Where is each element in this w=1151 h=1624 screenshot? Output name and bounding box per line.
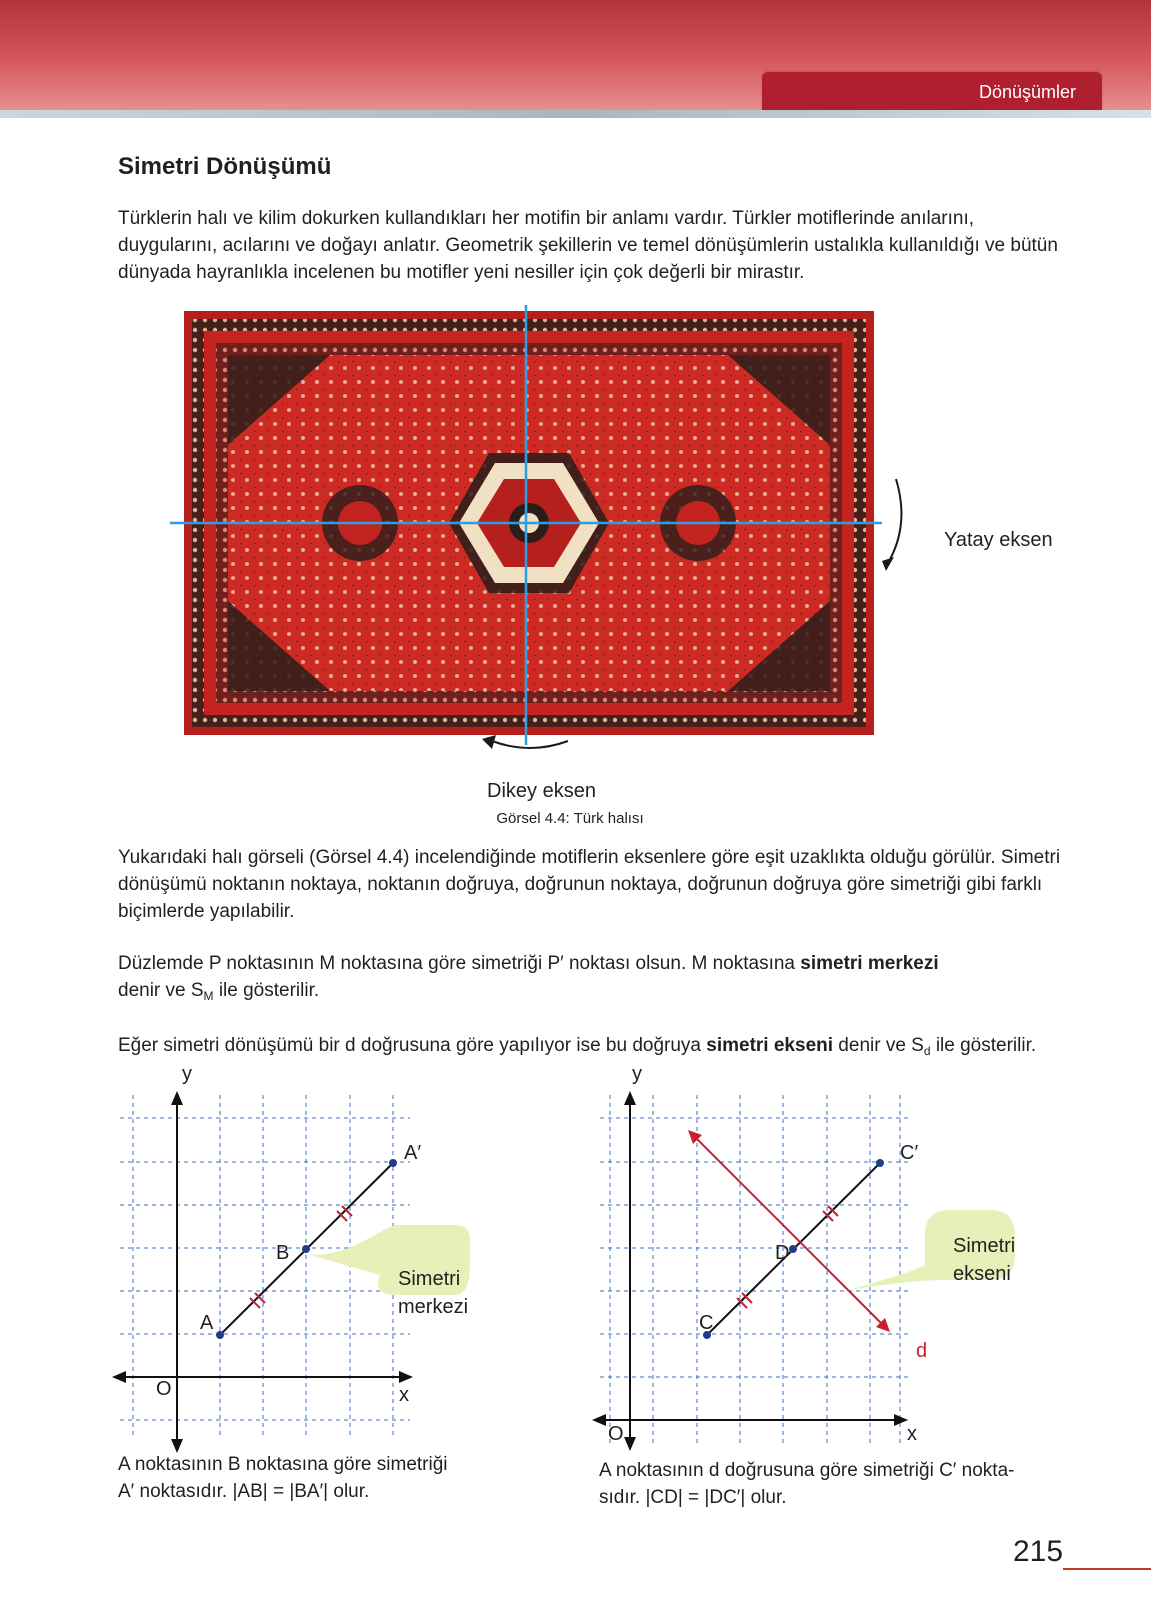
horizontal-rotation-arrow [888, 479, 901, 563]
section-title: Simetri Dönüşümü [118, 153, 332, 180]
figure-caption: Görsel 4.4: Türk halısı [496, 810, 644, 827]
horizontal-axis-label: Yatay eksen [944, 529, 1053, 551]
label-line-d: d [916, 1340, 928, 1362]
intro-paragraph: Türklerin halı ve kilim dokurken kullandıkları her motifin bir anlamı vardır. Türkler motiflerinde anılarını, duygularını, acılarını ve doğayı anlatır. Geometrik şekillerin ve temel dönüşümlerin ustalıkla kullanıldığı ve bütün dünyada hayranlıkla incelenen bu motifler yeni nesiller için çok değerli bir mirastır. [118, 208, 1058, 283]
vertical-rotation-arrow [492, 741, 568, 748]
bubble-text-right: Simetri ekseni [953, 1235, 1016, 1285]
label-c-prime: C′ [900, 1142, 919, 1164]
paragraph-3: Düzlemde P noktasının M noktasına göre simetriği P′ noktası olsun. M noktasına simetri merkezi denir ve $S_M$ ile gösterilir. [118, 953, 939, 1003]
left-x-label: x [399, 1384, 409, 1406]
point-a [216, 1331, 224, 1339]
term-symmetry-axis: simetri ekseni [706, 1035, 834, 1056]
label-a-prime: A′ [404, 1142, 422, 1164]
right-x-label: x [907, 1423, 917, 1445]
section-tab [762, 72, 1102, 110]
right-graph-caption-line2: sıdır. |CD| = |DC′| olur. [599, 1487, 787, 1508]
left-origin-label: O [156, 1378, 172, 1400]
left-graph-caption-line2: A′ noktasıdır. |AB| = |BA′| olur. [118, 1481, 370, 1502]
paragraph-4: Eğer simetri dönüşümü bir d doğrusuna göre yapılıyor ise bu doğruya simetri ekseni denir ve $S_d$ ile gösterilir. [118, 1035, 1037, 1058]
page-number: 215 [1013, 1535, 1064, 1568]
left-graph-caption-line1: A noktasının B noktasına göre simetriği [118, 1454, 448, 1475]
right-graph-caption-line1: A noktasının d doğrusuna göre simetriği C′ nokta- [599, 1460, 1015, 1481]
point-c-prime [876, 1159, 884, 1167]
label-d: D [775, 1242, 790, 1264]
label-b: B [276, 1242, 290, 1264]
label-c: C [699, 1312, 714, 1334]
point-a-prime [389, 1159, 397, 1167]
point-b [302, 1245, 310, 1253]
line-d [694, 1136, 884, 1326]
label-a: A [200, 1312, 214, 1334]
bubble-text-left: Simetri merkezi [398, 1268, 469, 1318]
section-tab-label: Dönüşümler [978, 82, 1076, 102]
right-y-label: y [632, 1063, 642, 1085]
term-symmetry-center: simetri merkezi [800, 953, 939, 974]
vertical-axis-label: Dikey eksen [487, 780, 596, 802]
paragraph-2: Yukarıdaki halı görseli (Görsel 4.4) incelendiğinde motiflerin eksenlere göre eşit uzaklıkta olduğu görülür. Simetri dönüşümü noktanın noktaya, noktanın doğruya, doğrunun noktaya, doğrunun doğruya göre simetriği gibi farklı biçimlerde yapılabilir. [118, 847, 1061, 922]
header-divider [0, 110, 1151, 118]
point-d [789, 1245, 797, 1253]
right-origin-label: O [608, 1423, 624, 1445]
page-number-rule [1063, 1568, 1151, 1570]
left-y-label: y [182, 1063, 192, 1085]
